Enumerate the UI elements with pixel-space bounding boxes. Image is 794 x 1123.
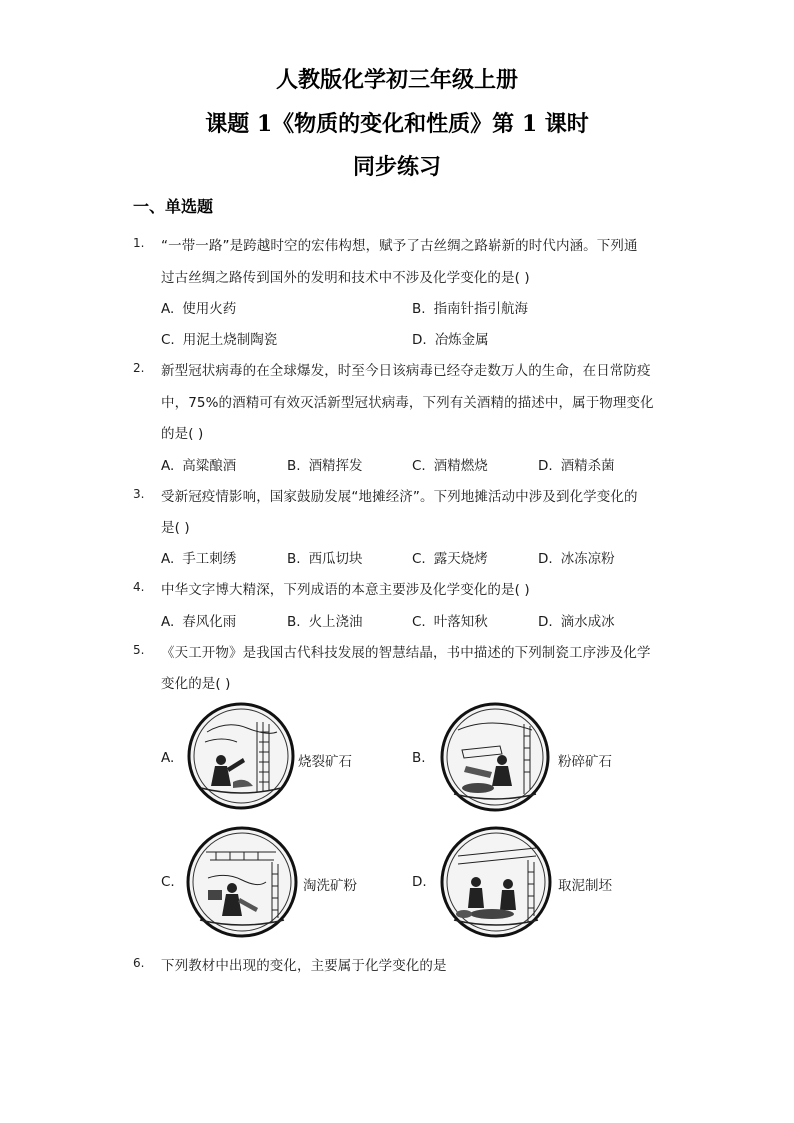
question-text-line: 《天工开物》是我国古代科技发展的智慧结晶，书中描述的下列制瓷工序涉及化学 [161, 645, 651, 661]
question-text-line: 的是( ) [161, 426, 204, 442]
question-text-line: 是( ) [161, 520, 190, 536]
option-c: C. 用泥土烧制陶瓷 [161, 332, 278, 348]
option-d-letter: D. [412, 874, 427, 890]
question-text-line: “一带一路”是跨越时空的宏伟构想，赋予了古丝绸之路崭新的时代内涵。下列通 [161, 238, 638, 254]
option-a: A. 春风化雨 [161, 614, 237, 630]
option-b-caption: 粉碎矿石 [558, 754, 612, 770]
option-a: A. 高粱酿酒 [161, 458, 237, 474]
lesson-title: 课题 1《物质的变化和性质》第 1 课时 [205, 111, 589, 137]
option-b: B. 火上浇油 [287, 614, 363, 630]
question-text-line: 受新冠疫情影响，国家鼓励发展“地摊经济”。下列地摊活动中涉及到化学变化的 [161, 489, 638, 505]
option-d: D. 酒精杀菌 [538, 458, 615, 474]
question-number: 5. [133, 643, 145, 657]
woodcut-illustration-d [440, 826, 552, 938]
page-title: 人教版化学初三年级上册 [275, 67, 518, 93]
question-number: 3. [133, 487, 145, 501]
option-a: A. 手工刺绣 [161, 551, 237, 567]
option-c: C. 酒精燃烧 [412, 458, 488, 474]
option-b: B. 酒精挥发 [287, 458, 363, 474]
option-d: D. 滴水成冰 [538, 614, 615, 630]
option-b: B. 西瓜切块 [287, 551, 363, 567]
question-number: 2. [133, 361, 145, 375]
option-a-letter: A. [161, 750, 175, 766]
woodcut-illustration-a [187, 702, 295, 810]
option-c: C. 叶落知秋 [412, 614, 488, 630]
question-text-line: 中华文字博大精深，下列成语的本意主要涉及化学变化的是( ) [161, 582, 530, 598]
woodcut-illustration-c [186, 826, 298, 938]
question-text-line: 过古丝绸之路传到国外的发明和技术中不涉及化学变化的是( ) [161, 270, 530, 286]
section-heading: 一、单选题 [133, 197, 214, 216]
option-d: D. 冰冻凉粉 [538, 551, 615, 567]
option-d-caption: 取泥制坯 [558, 878, 612, 894]
question-text-line: 下列教材中出现的变化，主要属于化学变化的是 [161, 958, 447, 974]
question-number: 6. [133, 956, 145, 970]
option-c-letter: C. [161, 874, 175, 890]
option-a-caption: 烧裂矿石 [298, 754, 352, 770]
question-number: 1. [133, 236, 145, 250]
option-b: B. 指南针指引航海 [412, 301, 529, 317]
practice-title: 同步练习 [352, 154, 441, 180]
question-text-line: 中，75%的酒精可有效灭活新型冠状病毒，下列有关酒精的描述中，属于物理变化 [161, 395, 654, 411]
option-a: A. 使用火药 [161, 301, 237, 317]
option-b-letter: B. [412, 750, 426, 766]
question-text-line: 变化的是( ) [161, 676, 231, 692]
option-c: C. 露天烧烤 [412, 551, 488, 567]
option-d: D. 冶炼金属 [412, 332, 489, 348]
question-text-line: 新型冠状病毒的在全球爆发，时至今日该病毒已经夺走数万人的生命，在日常防疫 [161, 363, 651, 379]
option-c-caption: 淘洗矿粉 [303, 878, 357, 894]
woodcut-illustration-b [440, 702, 550, 812]
question-number: 4. [133, 580, 145, 594]
